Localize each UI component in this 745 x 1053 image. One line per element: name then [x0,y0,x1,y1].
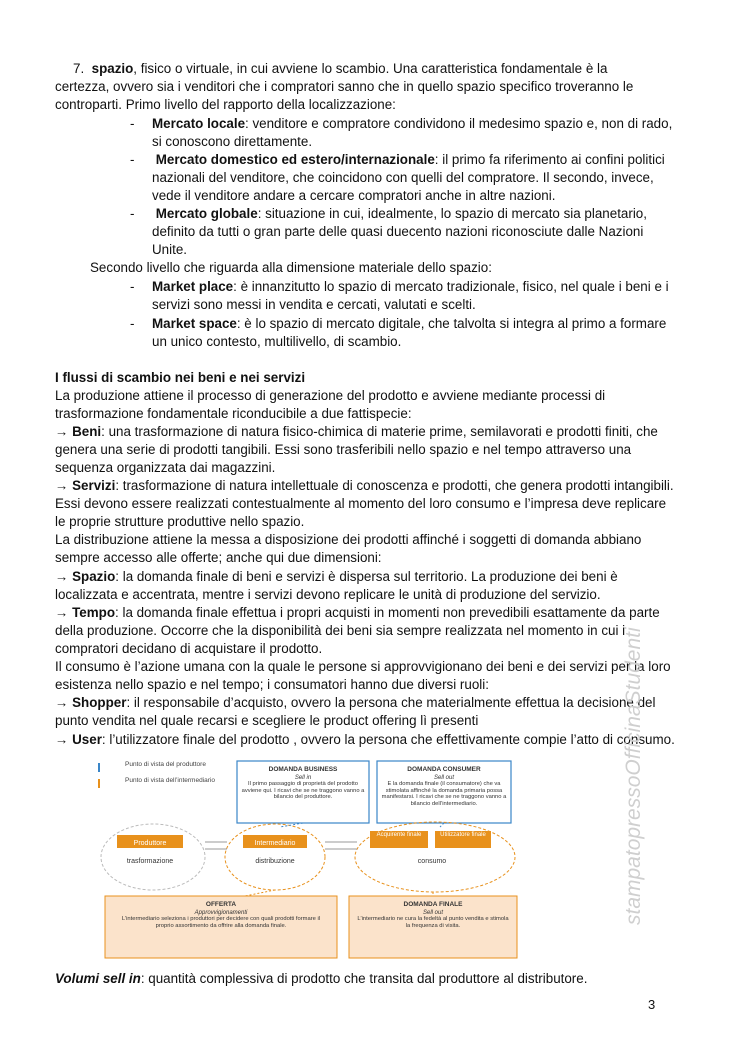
section-title: I flussi di scambio nei beni e nei servizi [55,370,306,385]
body-line: La distribuzione attiene la messa a disposizione dei prodotti affinché i soggetti di domanda abbiano [55,532,642,547]
domanda-finale-text-wrap [357,916,509,956]
domanda-consumer-sub: Sell out [433,775,455,781]
distribuzione-label: distribuzione [255,858,295,865]
domanda-consumer-title: DOMANDA CONSUMER [407,766,481,773]
body-line: sequenza organizzata dai magazzini. [55,460,276,475]
body-line: La produzione attiene il processo di generazione del prodotto e avviene mediante processi di [55,388,606,403]
offerta-sub: Approvvigionamenti [194,910,248,916]
list-item-cont: vede il venditore andare a cercare compratori anche in altre nazioni. [152,188,556,203]
body-line: trasformazione fondamentale riconducibile a due fattispecie: [55,406,412,421]
produttore-label: Produttore [133,840,167,847]
list-item: Mercato globale: situazione in cui, idealmente, lo spazio di mercato sia planetario, [155,206,647,221]
offerta-text: L’intermediario seleziona i produttori per decidere con quali prodotti formare il proprio assortimento da offrire alla domanda finale. [121,916,321,929]
domanda-finale-title: DOMANDA FINALE [403,901,463,908]
intermediary-ellipse [225,824,325,890]
body-line: della produzione. Occorre che la disponibilità dei beni sia sempre realizzata nel momento in cui i [55,623,626,638]
list-dash: - [130,279,135,294]
list-item-cont: Unite. [152,242,187,257]
body-line: punto vendita nel quale recarsi e scegliere le product offering lì presenti [55,713,479,728]
body-line: localizzata e accentrata, mentre i servizi devono replicare le unità di produzione del servizio. [55,587,601,602]
servizi-line: → Servizi: trasformazione di natura intellettuale di conoscenza e prodotti, che genera prodotti intangibili. [55,478,674,493]
trasformazione-label: trasformazione [126,858,174,865]
list-dash: - [130,116,135,131]
item7-line1: 7. spazio, fisico o virtuale, in cui avviene lo scambio. Una caratteristica fondamentale è la [73,61,608,76]
tempo-line: → Tempo: la domanda finale effettua i propri acquisti in momenti non prevedibili esattamente da parte [55,605,660,620]
body-line: le proprie strutture produttive nello spazio. [55,514,305,529]
second-level-intro: Secondo livello che riguarda alla dimensione materiale dello spazio: [90,260,492,275]
list-item: Mercato locale: venditore e compratore condividono il medesimo spazio e, non di rado, [152,116,673,131]
list-item: Mercato domestico ed estero/internazionale: il primo fa riferimento ai confini politici [155,152,665,167]
producer-ellipse [101,824,205,890]
list-dash: - [130,152,135,167]
item7-line2: certezza, ovvero sia i venditori che i compratori sanno che in quello spazio specifico troveranno le [55,79,634,94]
list-dash: - [130,206,135,221]
page-number: 3 [648,997,656,1012]
list-item-cont: un unico contesto, multilivello, di scambio. [152,334,402,349]
utilizzatore-label: Utilizzatore finale [440,832,486,838]
acquirente-label: Acquirente finale [376,832,422,838]
acquirente-label-wrap [370,831,428,848]
user-line: → User: l’utilizzatore finale del prodotto , ovvero la persona che effettivamente compie l’atto di consumo. [55,732,675,747]
watermark [610,560,650,930]
body-line: esistenza nello spazio e nel tempo; i consumatori hanno due diversi ruoli: [55,677,489,692]
intermediario-label: Intermediario [254,840,296,847]
domanda-finale-text: L’intermediario ne cura la fedeltà al punto vendita e stimola la frequenza di visita. [357,916,509,929]
list-item: Market place: è innanzitutto lo spazio di mercato tradizionale, fisico, nel quale i beni e i [152,279,669,294]
item7-line3: controparti. Primo livello del rapporto della localizzazione: [55,97,396,112]
domanda-business-text: Il primo passaggio di proprietà del prodotto avviene qui. I ricavi che se ne traggono vanno a bilancio del produttore. [241,781,365,801]
list-item-cont: servizi sono messi in vendita e cercati, valutati e scelti. [152,297,476,312]
domanda-business-title: DOMANDA BUSINESS [268,766,338,773]
legend-intermediary: Punto di vista dell’intermediario [125,777,215,784]
offerta-title: OFFERTA [205,901,237,908]
list-item: Market space: è lo spazio di mercato digitale, che talvolta si integra al primo a formare [152,316,667,331]
domanda-consumer-text-wrap [381,781,507,823]
body-line: Essi devono essere realizzati contestualmente al momento del loro consumo e l’impresa deve replicare [55,496,667,511]
list-item-cont: si conoscono direttamente. [152,134,313,149]
offerta-text-wrap [119,916,323,956]
consumo-label: consumo [417,858,447,865]
domanda-business-sub: Sell in [294,775,312,781]
legend-producer: Punto di vista del produttore [125,761,206,768]
watermark-text: stampatopressoOfficinaStudenti [622,627,645,925]
market-flow-diagram [95,757,525,960]
list-item-cont: definito da tutti o gran parte delle quasi duecento nazioni riconosciute dalle Nazioni [152,224,644,239]
spazio-line: → Spazio: la domanda finale di beni e servizi è dispersa sul territorio. La produzione dei beni è [55,569,618,584]
list-dash: - [130,316,135,331]
body-line: sempre accesso alle offerte; anche qui due dimensioni: [55,550,382,565]
volumi-sell-in: Volumi sell in: quantità complessiva di prodotto che transita dal produttore al distributore. [55,971,588,986]
body-line: compratori decidano di acquistare il prodotto. [55,641,323,656]
domanda-consumer-text: È la domanda finale (il consumatore) che va stimolata affinché la domanda primaria possa manifestarsi. I ricavi che se ne traggono vanno a bilancio dell’intermediario. [381,781,507,807]
domanda-business-text-wrap [241,781,365,823]
utilizzatore-label-wrap [435,831,491,848]
shopper-line: → Shopper: il responsabile d’acquisto, ovvero la persona che materialmente effettua la decisione del [55,695,656,710]
body-line: Il consumo è l’azione umana con la quale le persone si approvvigionano dei beni e dei servizi per la loro [55,659,671,674]
connector-offerta [245,890,275,896]
body-line: genera una serie di prodotti tangibili. Essi sono trasferibili nello spazio e nel tempo attraverso una [55,442,632,457]
beni-line: → Beni: una trasformazione di natura fisico-chimica di materie prime, semilavorati e prodotti finiti, che [55,424,658,439]
list-item-cont: nazionali del venditore, che coincidono con quelli del compratore. Il secondo, invece, [152,170,654,185]
domanda-finale-sub: Sell out [422,910,444,916]
